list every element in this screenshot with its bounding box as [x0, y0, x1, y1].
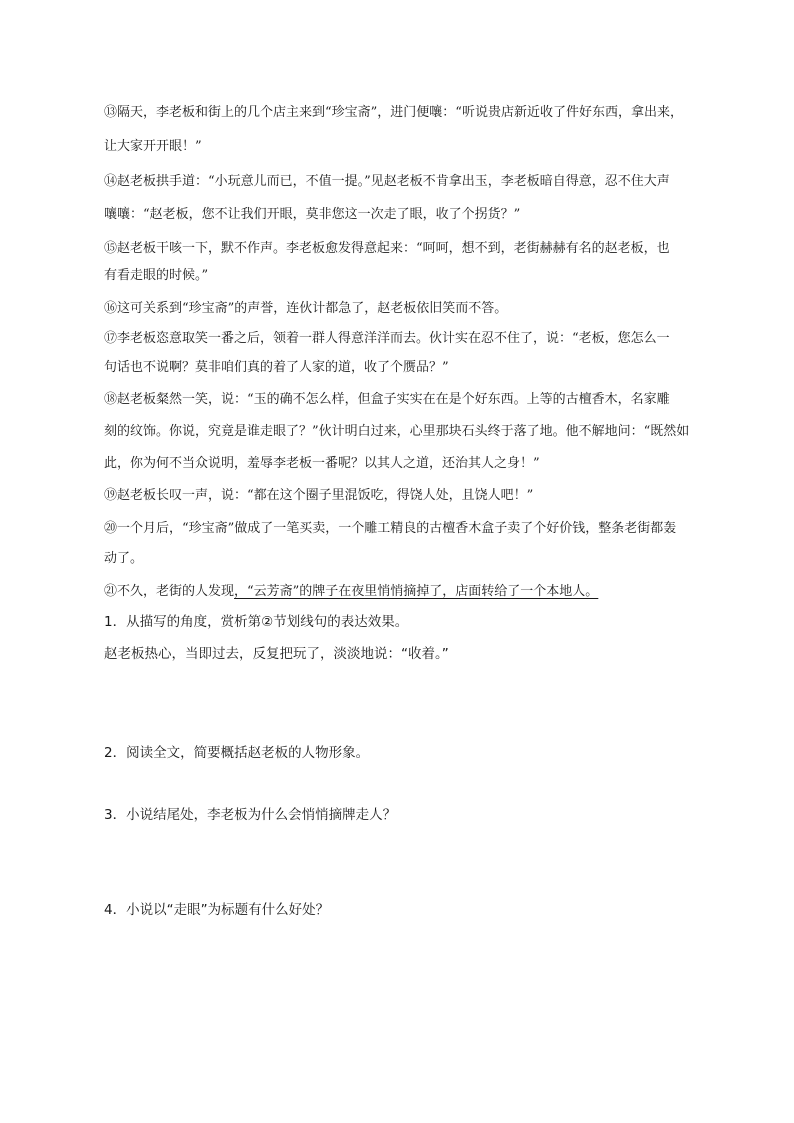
paragraph-21 [104, 580, 598, 599]
paragraph-17-line-2: 句话也不说啊？莫非咱们真的着了人家的道，收了个赝品？” [104, 360, 449, 375]
paragraph-20-line-2: 动了。 [104, 551, 144, 566]
paragraph-21-underlined: ，“云芳斋”的牌子在夜里悄悄摘掉了，店面转给了一个本地人。 [234, 584, 599, 599]
paragraph-19-line-1: ⑲赵老板长叹一声，说：“都在这个圈子里混饭吃，得饶人处，且饶人吧！” [104, 488, 534, 503]
paragraph-16-line-1: ⑯这可关系到“珍宝斋”的声誉，连伙计都急了，赵老板依旧笑而不答。 [104, 301, 508, 316]
paragraph-15-line-2: 有看走眼的时候。” [104, 268, 209, 283]
question-2: 2．阅读全文，简要概括赵老板的人物形象。 [104, 745, 370, 761]
paragraph-15-line-1: ⑮赵老板干咳一下，默不作声。李老板愈发得意起来：“呵呵，想不到，老街赫赫有名的赵老板，也 [104, 241, 670, 256]
paragraph-21-prefix: ㉑不久，老街的人发现 [104, 584, 235, 599]
paragraph-14-line-1: ⑭赵老板拱手道：“小玩意儿而已，不值一提。”见赵老板不肯拿出玉，李老板暗自得意，忍不住大声 [104, 174, 670, 189]
paragraph-17-line-1: ⑰李老板恣意取笑一番之后，领着一群人得意洋洋而去。伙计实在忍不住了，说：“老板，您怎么一 [104, 331, 670, 346]
paragraph-14-line-2: 嚷嚷：“赵老板，您不让我们开眼，莫非您这一次走了眼，收了个拐货？” [104, 207, 521, 222]
paragraph-18-line-1: ⑱赵老板粲然一笑，说：“玉的确不怎么样，但盒子实实在在是个好东西。上等的古檀香木，名家雕 [104, 392, 670, 407]
question-1-quote: 赵老板热心，当即过去，反复把玩了，淡淡地说：“收着。” [104, 646, 449, 662]
paragraph-18-line-2: 刻的纹饰。你说，究竟是谁走眼了？”伙计明白过来，心里那块石头终于落了地。他不解地问：“既然如 [104, 424, 690, 439]
question-3: 3．小说结尾处，李老板为什么会悄悄摘牌走人？ [104, 807, 397, 823]
question-1: 1．从描写的角度，赏析第②节划线句的表达效果。 [104, 614, 409, 630]
paragraph-13-line-1: ⑬隔天，李老板和街上的几个店主来到“珍宝斋”，进门便嚷：“听说贵店新近收了件好东西，拿出来， [104, 105, 683, 120]
paragraph-20-line-1: ⑳一个月后，“珍宝斋”做成了一笔买卖，一个雕工精良的古檀香木盒子卖了个好价钱，整条老街都轰 [104, 521, 677, 536]
paragraph-13-line-2: 让大家开开眼！” [104, 139, 202, 154]
question-4: 4．小说以“走眼”为标题有什么好处？ [104, 902, 330, 918]
paragraph-18-line-3: 此，你为何不当众说明，羞辱李老板一番呢？以其人之道，还治其人之身！” [104, 456, 540, 471]
